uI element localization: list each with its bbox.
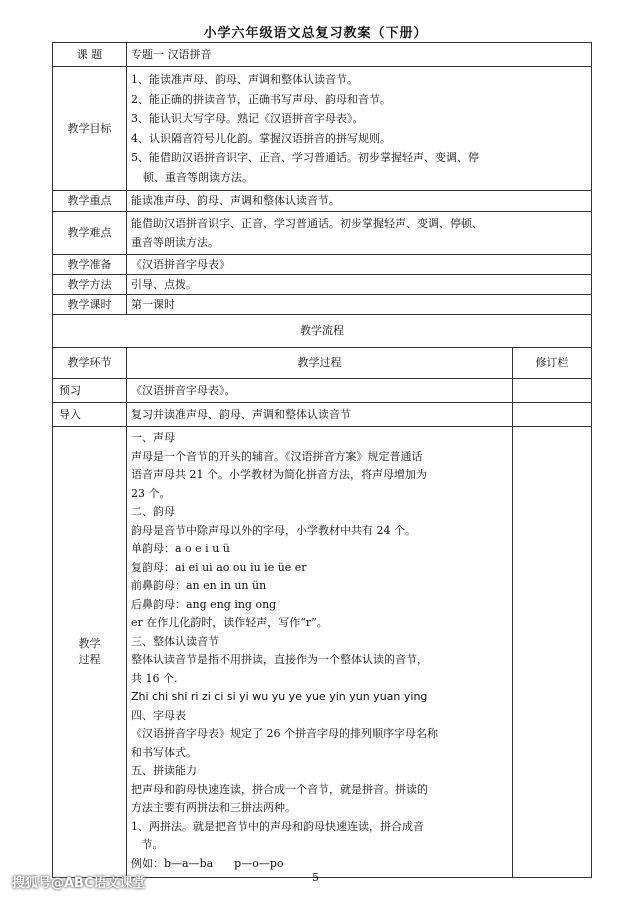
process-line: 把声母和韵母快速连读，拼合成一个音节，就是拼音。拼读的	[131, 782, 428, 796]
intro-revision	[513, 403, 592, 427]
process-label-line: 教学	[78, 637, 101, 650]
objective-item: 顿、重音等朗读方法。	[143, 170, 253, 184]
objectives-list	[127, 67, 592, 191]
lesson-plan-table	[52, 42, 592, 878]
process-line: 单韵母：a o e i u ü	[131, 542, 230, 555]
document-title: 小学六年级语文总复习教案（下册）	[203, 26, 428, 41]
process-line: Zhi chi shi ri zi ci si yi wu yu ye yue yin yun yuan ying	[131, 690, 428, 703]
process-line: 声母是一个音节的开头的辅音。《汉语拼音方案》规定普通话	[131, 449, 423, 463]
flow-columns-row	[53, 348, 592, 379]
process-line: 1、两拼法。就是把音节中的声母和韵母快速连读，拼合成音	[131, 819, 424, 833]
intro-label: 导入	[53, 403, 127, 427]
process-line: er 在作儿化韵时，读作轻声，写作“r”。	[131, 616, 328, 629]
objective-item: 2、能正确的拼读音节，正确书写声母、韵母和音节。	[131, 92, 391, 106]
hours-row	[53, 295, 592, 315]
flow-heading: 教学流程	[53, 315, 592, 348]
key-point-value: 能读准声母、韵母、声调和整体认读音节。	[127, 191, 592, 212]
intro-value: 复习并读准声母、韵母、声调和整体认读音节	[127, 403, 513, 427]
difficulty-line: 重音等朗读方法。	[131, 236, 219, 249]
objectives-label: 教学目标	[53, 67, 127, 191]
process-label-line: 过程	[78, 653, 101, 666]
method-value: 引导、点拨。	[127, 275, 592, 295]
difficulty-line: 能借助汉语拼音识字、正音、学习普通话。初步掌握轻声、变调、停顿、	[131, 217, 483, 230]
objective-item: 5、能借助汉语拼音识字、正音、学习普通话。初步掌握轻声、变调、停	[131, 151, 479, 164]
difficulty-value	[127, 212, 592, 255]
topic-label: 课 题	[53, 43, 127, 67]
objective-item: 3、能认识大写字母。熟记《汉语拼音字母表》。	[131, 112, 364, 125]
page-number: 5	[312, 871, 319, 884]
watermark: 搜狐号@ABC语文课堂	[12, 876, 146, 891]
process-line: 三、整体认读音节	[131, 634, 219, 648]
process-line: 二、韵母	[131, 505, 175, 518]
column-header-stage: 教学环节	[53, 348, 127, 379]
process-line: 前鼻韵母：an en in un ün	[131, 579, 267, 592]
process-line: 后鼻韵母：ang eng ing ong	[131, 597, 277, 611]
column-header-revision: 修订栏	[513, 348, 592, 379]
preview-revision	[513, 379, 592, 403]
process-line: 复韵母：ai ei ui ao ou iu ie üe er	[131, 560, 307, 574]
method-label: 教学方法	[53, 275, 127, 295]
key-point-row	[53, 191, 592, 212]
key-point-label: 教学重点	[53, 191, 127, 212]
column-header-process: 教学过程	[127, 348, 513, 379]
process-line: 节。	[131, 838, 164, 851]
topic-row	[53, 43, 592, 67]
preview-row	[53, 379, 592, 403]
process-label	[53, 427, 127, 878]
hours-value: 第一课时	[127, 295, 592, 315]
process-line: 五、拼读能力	[131, 764, 197, 777]
objective-item: 4、认识隔音符号儿化韵。掌握汉语拼音的拼写规则。	[131, 131, 391, 145]
process-line: 和书写体式。	[131, 745, 197, 759]
objective-item: 1、能读准声母、韵母、声调和整体认读音节。	[131, 73, 358, 86]
preparation-row	[53, 255, 592, 275]
process-row	[53, 427, 592, 878]
process-line: 方法主要有两拼法和三拼法两种。	[131, 801, 296, 814]
process-line: 语音声母共 21 个。小学教材为简化拼音方法，将声母增加为	[131, 468, 427, 481]
preparation-label: 教学准备	[53, 255, 127, 275]
process-line: 例如：b—a—ba p—o—po	[131, 856, 284, 870]
process-line: 四、字母表	[131, 708, 186, 722]
difficulty-label: 教学难点	[53, 212, 127, 255]
objectives-row	[53, 67, 592, 191]
flow-heading-row	[53, 315, 592, 348]
method-row	[53, 275, 592, 295]
process-line: 《汉语拼音字母表》规定了 26 个拼音字母的排列顺序字母名称	[131, 727, 438, 740]
process-line: 23 个。	[131, 486, 171, 500]
process-revision	[513, 427, 592, 878]
hours-label: 教学课时	[53, 295, 127, 315]
intro-row	[53, 403, 592, 427]
preview-label: 预习	[53, 379, 127, 403]
process-line: 整体认读音节是指不用拼读，直接作为一个整体认读的音节，	[131, 653, 428, 666]
process-line: 韵母是音节中除声母以外的字母，小学教材中共有 24 个。	[131, 523, 416, 537]
difficulty-row	[53, 212, 592, 255]
process-line: 共 16 个.	[131, 671, 178, 685]
topic-value: 专题一 汉语拼音	[127, 43, 592, 67]
preview-value: 《汉语拼音字母表》。	[127, 379, 513, 403]
process-content	[127, 427, 513, 878]
preparation-value: 《汉语拼音字母表》	[127, 255, 592, 275]
process-line: 一、声母	[131, 431, 175, 444]
